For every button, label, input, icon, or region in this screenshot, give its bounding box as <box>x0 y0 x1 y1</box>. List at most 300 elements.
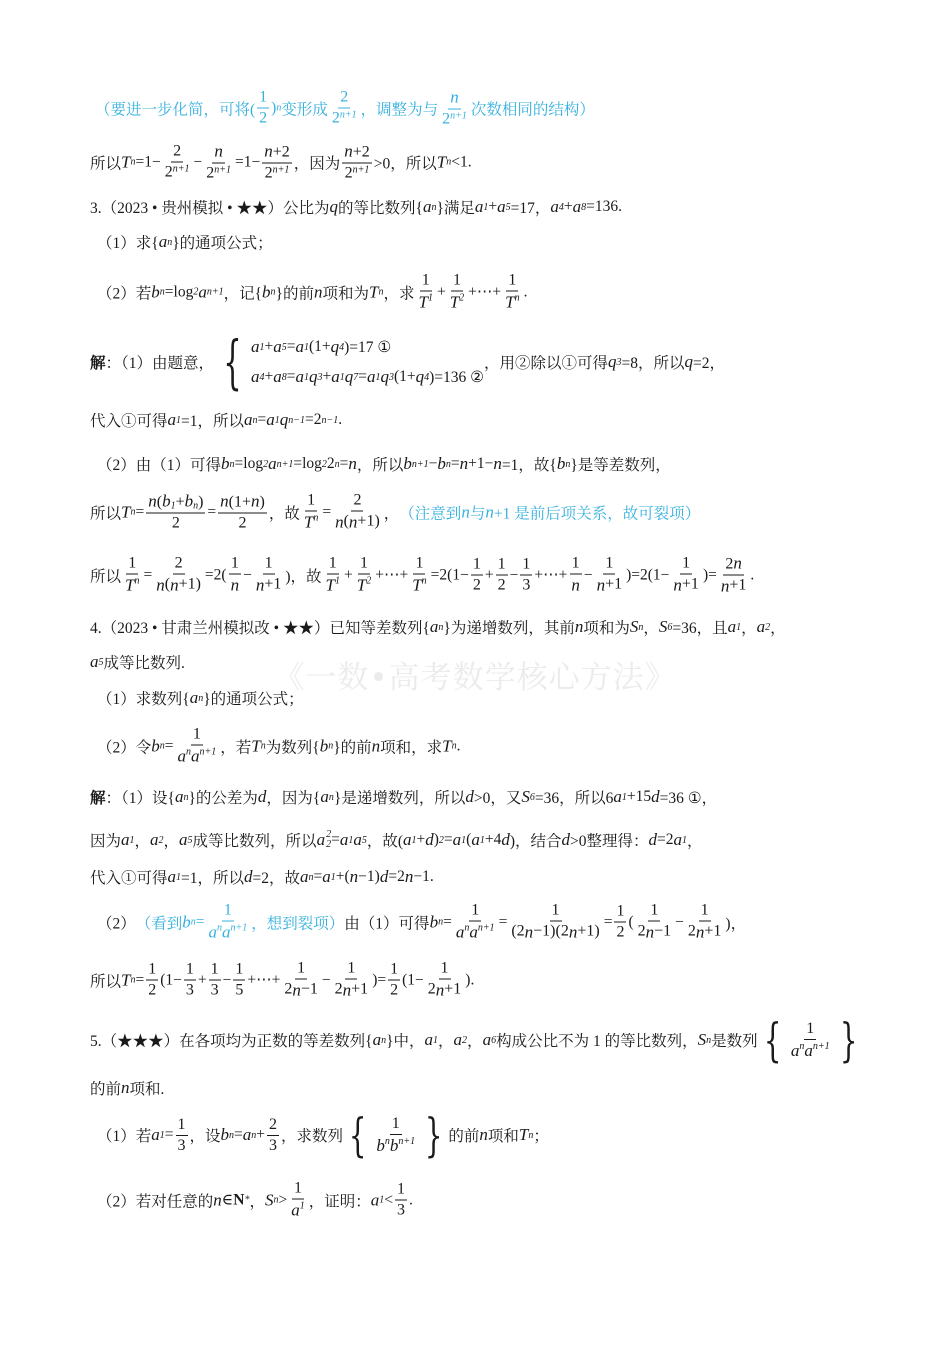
math-variable: a <box>613 787 622 806</box>
superscript: n+1 <box>214 164 231 176</box>
superscript: 4 <box>339 341 345 353</box>
text-run: =2(1− <box>430 566 469 583</box>
fraction-numerator <box>327 555 339 575</box>
fraction-numerator <box>209 961 221 981</box>
math-variable: q <box>380 367 389 386</box>
text-run: ，想到裂项） <box>251 915 345 932</box>
math-variable: a <box>167 410 177 429</box>
text-run: 1 <box>390 960 399 978</box>
subscript: 1 <box>621 791 627 803</box>
fraction-denominator <box>324 575 342 596</box>
text-run: = <box>313 868 323 885</box>
text-run: （1）求数列{ <box>97 691 190 708</box>
subscript: n <box>528 1129 534 1141</box>
text-line <box>95 88 595 129</box>
text-run: ，故 <box>268 505 300 522</box>
fraction <box>333 492 382 533</box>
text-run: +2 <box>352 143 370 161</box>
subscript: n <box>183 791 189 803</box>
text-run: 3 <box>185 981 194 999</box>
fraction <box>267 1116 279 1155</box>
math-variable: q <box>308 367 318 386</box>
text-run: +1 是前后项关系，故可裂项） <box>493 505 701 522</box>
fraction-denominator <box>388 981 400 1000</box>
text-run: + <box>563 198 573 215</box>
text-run: 次数相同的结构） <box>470 101 595 118</box>
superscript: 7 <box>353 371 359 383</box>
text-run: 代入①可得 <box>90 870 168 887</box>
fraction-numerator <box>222 902 234 922</box>
subscript: n <box>190 916 196 928</box>
text-run: . <box>456 737 461 754</box>
fraction <box>207 902 250 943</box>
text-run: ( <box>466 831 472 848</box>
subscript: n <box>273 1194 279 1206</box>
math-variable: n <box>571 575 580 595</box>
fraction-numerator <box>295 960 307 980</box>
text-run: =1，故{ <box>501 457 557 474</box>
text-run: 1 <box>415 554 424 572</box>
text-run: )， <box>725 915 747 932</box>
math-variable: n <box>404 867 414 886</box>
text-run: 1 <box>605 554 614 572</box>
fraction-numerator <box>550 902 562 922</box>
subscript: n <box>270 286 276 298</box>
fraction-denominator <box>789 1040 832 1061</box>
fraction-numerator <box>191 726 203 746</box>
math-variable: b <box>403 454 412 473</box>
text-run: 1 <box>471 901 480 919</box>
text-run: + <box>416 831 426 848</box>
math-variable: a <box>150 830 159 849</box>
text-line <box>97 687 304 709</box>
text-line <box>90 960 474 1001</box>
text-run: =1− <box>234 153 261 170</box>
fraction-denominator <box>426 980 464 1001</box>
math-variable: a <box>179 830 188 849</box>
text-run: −1. <box>413 868 434 885</box>
math-variable: n <box>220 491 229 511</box>
text-run: = <box>358 368 367 385</box>
subscript: n <box>799 1040 805 1052</box>
math-variable: n <box>335 512 344 532</box>
text-run: （1）若 <box>97 1128 152 1145</box>
text-run: − <box>321 971 331 988</box>
text-run: =17， <box>510 200 551 217</box>
text-run: ( <box>343 512 349 530</box>
text-run: = <box>322 503 332 520</box>
text-run: )= <box>372 971 387 988</box>
math-variable: a <box>370 1190 380 1209</box>
superscript: n+1 <box>352 164 370 176</box>
text-run: 1 <box>192 725 201 743</box>
subscript: 1 <box>129 834 135 846</box>
text-run: =2 <box>388 868 405 885</box>
fraction-denominator <box>333 512 382 533</box>
math-variable: b <box>429 912 439 931</box>
subscript: n <box>251 1129 257 1141</box>
text-run: + <box>256 1126 266 1143</box>
text-run: = <box>443 913 452 930</box>
text-run: ， <box>134 833 151 850</box>
text-line <box>90 142 472 183</box>
fraction <box>123 555 141 596</box>
math-variable: b <box>556 454 566 473</box>
text-run: 的等比数列{ <box>337 200 423 217</box>
math-variable: d <box>501 830 510 849</box>
text-line <box>97 453 671 475</box>
math-variable: d <box>648 830 657 849</box>
text-run: 成等比数列. <box>103 655 185 672</box>
text-run: 是数列 <box>711 1033 758 1050</box>
math-variable: b <box>151 282 160 301</box>
subscript: n <box>159 286 165 298</box>
math-variable: a <box>727 617 737 636</box>
text-run: = <box>443 831 453 848</box>
text-run: 1 <box>235 960 244 978</box>
fraction-numerator <box>439 960 451 980</box>
math-variable: a <box>756 617 766 636</box>
text-run: = <box>135 971 145 988</box>
text-line <box>90 492 700 533</box>
equation-system <box>214 328 485 396</box>
math-variable: a <box>804 1040 813 1060</box>
math-variable: a <box>273 337 282 356</box>
math-variable: a <box>550 197 559 216</box>
text-run: 1 <box>307 491 316 509</box>
math-variable: n <box>459 454 469 473</box>
text-run: 3 <box>396 1201 405 1219</box>
text-run: 1 <box>210 960 219 978</box>
text-line <box>97 1180 413 1221</box>
text-run: }是递增数列，所以 <box>333 790 466 807</box>
subscript: 4 <box>558 201 564 213</box>
fraction-denominator <box>263 164 292 183</box>
math-variable: a <box>353 830 362 849</box>
fraction-denominator <box>302 512 320 533</box>
math-variable: n <box>214 141 223 161</box>
text-run: = <box>286 368 296 385</box>
fraction-denominator <box>154 575 203 596</box>
subscript: 1 <box>303 341 309 353</box>
text-run: 成等比数列，所以 <box>192 833 317 850</box>
equation-row <box>251 337 484 357</box>
text-run: ， <box>438 1033 454 1050</box>
text-run: 1 <box>148 960 157 978</box>
text-run: 1 <box>472 555 481 573</box>
text-run: 3 <box>522 576 531 594</box>
math-variable: n <box>596 575 606 595</box>
fraction-numerator <box>451 272 463 292</box>
superscript: n+1 <box>450 110 467 122</box>
text-run: 2 <box>264 164 273 182</box>
subscript: 2 <box>263 458 269 470</box>
math-variable: n <box>461 502 470 521</box>
fraction-denominator <box>509 922 601 943</box>
text-run: 2 <box>259 109 268 127</box>
fraction-denominator <box>614 923 626 942</box>
fraction-numerator <box>229 555 241 575</box>
text-run: = <box>164 737 174 754</box>
text-run: 2 <box>206 164 215 182</box>
subscript: n <box>159 740 165 752</box>
math-variable: d <box>379 867 389 886</box>
fraction-denominator <box>395 1201 407 1220</box>
subscript: n <box>431 201 437 213</box>
fraction-denominator <box>569 575 582 596</box>
fraction <box>355 555 373 596</box>
fraction-denominator <box>204 164 233 183</box>
math-variable: d <box>651 787 660 806</box>
math-variable: n <box>264 141 273 161</box>
subscript: n <box>384 1135 390 1147</box>
text-run: 1 <box>616 902 625 920</box>
fraction <box>204 142 233 183</box>
math-variable: a <box>174 787 184 806</box>
fraction-denominator <box>719 576 749 597</box>
subscript: n <box>445 458 451 470</box>
text-run: 所以 <box>90 155 122 172</box>
text-run: =2， <box>693 355 726 372</box>
subscript: 6 <box>491 1034 497 1046</box>
fraction-numerator <box>388 961 400 981</box>
fraction-denominator <box>330 109 359 128</box>
text-run: = <box>195 913 205 930</box>
text-run: 1 <box>230 554 239 572</box>
math-variable: T <box>125 575 135 595</box>
fraction <box>388 961 400 1000</box>
text-run: + <box>344 566 353 583</box>
superscript: 4 <box>424 371 430 383</box>
text-run: 2 <box>164 163 173 181</box>
text-run: ，所以 <box>356 457 404 474</box>
fraction <box>595 555 625 596</box>
text-run: 所以 <box>90 568 122 585</box>
subscript: 1 <box>159 1129 165 1141</box>
fraction <box>636 902 674 943</box>
subscript: n <box>638 621 644 633</box>
text-run: 1 <box>391 1114 400 1132</box>
text-run: ，因为{ <box>266 790 321 807</box>
math-variable: q <box>684 352 694 371</box>
subscript: 1 <box>411 834 417 846</box>
annotation-note <box>95 88 595 129</box>
superscript: n+1 <box>339 109 357 121</box>
fraction <box>520 556 532 595</box>
math-variable: q <box>279 410 289 429</box>
text-run: ， <box>163 833 180 850</box>
fraction-denominator <box>448 292 466 313</box>
subscript: 1 <box>176 414 182 426</box>
fraction-denominator <box>454 922 497 943</box>
fraction-denominator <box>671 575 701 596</box>
text-run: =1，所以 <box>181 870 245 887</box>
math-variable: T <box>418 292 428 312</box>
bold-text: N <box>233 1191 245 1208</box>
math-variable: n <box>255 575 265 595</box>
math-variable: b <box>389 1135 399 1155</box>
fraction-numerator <box>471 556 483 576</box>
fraction-denominator <box>289 1200 307 1221</box>
text-run: . <box>338 411 343 428</box>
subscript: n+1 <box>276 458 294 470</box>
math-variable: a <box>208 922 218 942</box>
subscript: n+1 <box>411 458 429 470</box>
fraction-numerator <box>520 556 532 576</box>
text-run: = <box>234 1126 243 1143</box>
math-variable: a <box>322 867 331 886</box>
text-run: }的公差为 <box>188 790 258 807</box>
text-run: 3 <box>210 981 219 999</box>
text-line <box>97 272 528 313</box>
text-run: (1− <box>160 971 182 988</box>
text-run: （看到 <box>135 915 183 932</box>
text-run: +1 <box>444 980 462 998</box>
text-line <box>90 786 717 808</box>
math-variable: a <box>90 652 99 671</box>
subscript: n <box>514 292 520 304</box>
math-variable: b <box>182 912 191 931</box>
math-variable: n <box>524 922 534 942</box>
math-variable: b <box>162 491 171 511</box>
set-brace: } <box>424 1108 443 1162</box>
fraction <box>509 902 601 943</box>
text-run: 2 <box>390 981 399 999</box>
superscript: n <box>276 102 282 114</box>
superscript: 3 <box>388 371 394 383</box>
text-run: )，故 <box>285 568 322 585</box>
text-run: . <box>523 283 528 300</box>
text-run: }满足 <box>436 200 475 217</box>
fraction-denominator <box>209 981 221 1000</box>
fraction <box>233 961 245 1000</box>
subscript: n <box>193 500 199 512</box>
math-variable: T <box>356 575 367 595</box>
text-run: (1+ <box>228 493 252 511</box>
subscript: n <box>328 791 334 803</box>
text-run: （注意到 <box>399 505 462 522</box>
text-run: − <box>428 455 438 472</box>
text-run: ， <box>643 620 659 637</box>
subscript: 1 <box>274 414 280 426</box>
fraction <box>262 142 292 183</box>
fraction <box>448 272 466 313</box>
subscript: n <box>313 512 319 524</box>
fraction <box>254 555 284 596</box>
subscript: n <box>421 575 427 587</box>
fraction-denominator <box>496 576 508 595</box>
text-run: 项和 <box>487 1128 519 1145</box>
fraction <box>671 555 701 596</box>
text-run: ，故( <box>366 833 403 850</box>
text-run: +4 <box>484 831 502 848</box>
math-variable: n <box>485 502 494 521</box>
fraction-denominator <box>374 1135 417 1156</box>
subscript: 2 <box>158 834 164 846</box>
fraction-numerator <box>342 142 372 164</box>
text-run: ，设 <box>189 1128 221 1145</box>
text-run: （2）若 <box>97 285 152 302</box>
subscript: 1 <box>339 371 345 383</box>
text-run: ； <box>533 1128 549 1145</box>
text-run: − <box>243 566 252 583</box>
math-variable: a <box>331 367 340 386</box>
math-variable: n <box>121 1078 130 1097</box>
text-run: 1 <box>128 554 137 572</box>
math-variable: a <box>273 367 282 386</box>
text-line <box>90 651 185 673</box>
math-variable: a <box>268 454 277 473</box>
fraction-denominator <box>257 109 269 128</box>
subscript: n <box>451 740 457 752</box>
text-run: = <box>331 831 340 848</box>
fraction-numerator <box>804 1020 816 1040</box>
math-variable: S <box>629 617 639 636</box>
math-variable: n <box>568 922 578 942</box>
text-run: ) <box>198 493 204 511</box>
fraction <box>342 142 372 183</box>
text-run: 代入①可得 <box>90 413 168 430</box>
text-run: 所以 <box>90 505 122 522</box>
subscript: n <box>438 621 444 633</box>
fraction-denominator <box>471 576 483 595</box>
fraction <box>503 272 521 313</box>
math-variable: T <box>412 575 422 595</box>
math-variable: q <box>330 337 340 356</box>
text-run: 1 <box>347 959 356 977</box>
text-run: ) <box>259 493 265 511</box>
math-variable: q <box>329 197 338 216</box>
fraction-denominator <box>176 1136 188 1155</box>
math-variable: b <box>376 1135 385 1155</box>
text-run: +2 <box>272 143 290 161</box>
subscript: 6 <box>529 791 535 803</box>
text-run: > <box>278 1191 288 1208</box>
subscript: n <box>130 506 136 518</box>
math-variable: b <box>437 454 446 473</box>
text-run: +1) <box>357 512 380 530</box>
fraction <box>374 1115 417 1156</box>
text-run: )=17 ① <box>344 338 392 356</box>
text-line <box>90 866 434 888</box>
fraction-numerator <box>176 1116 188 1136</box>
fraction-numerator <box>420 272 432 292</box>
fraction-denominator <box>229 575 242 596</box>
text-run: 2 <box>171 514 180 532</box>
text-run: + <box>322 368 332 385</box>
subscript: n <box>706 1034 712 1046</box>
text-run: (2 <box>511 922 525 940</box>
fraction <box>289 1180 307 1221</box>
text-run: 2 <box>284 980 293 998</box>
text-run: −1) <box>358 868 380 885</box>
fraction-denominator <box>176 746 219 767</box>
text-run: 变形成 <box>281 101 328 118</box>
text-line <box>97 231 273 253</box>
text-run: 3 <box>269 1136 278 1154</box>
fraction <box>719 554 749 597</box>
subscript: n <box>308 871 314 883</box>
math-variable: a <box>244 410 253 429</box>
fraction <box>324 555 342 596</box>
math-variable: n <box>493 454 502 473</box>
math-variable: a <box>242 1125 252 1144</box>
watermark: 《一数•高考数学核心方法》 <box>273 660 677 696</box>
math-variable: b <box>151 736 160 755</box>
text-run: +⋯+ <box>375 566 409 584</box>
fraction <box>789 1020 832 1061</box>
math-variable: n <box>733 553 742 573</box>
